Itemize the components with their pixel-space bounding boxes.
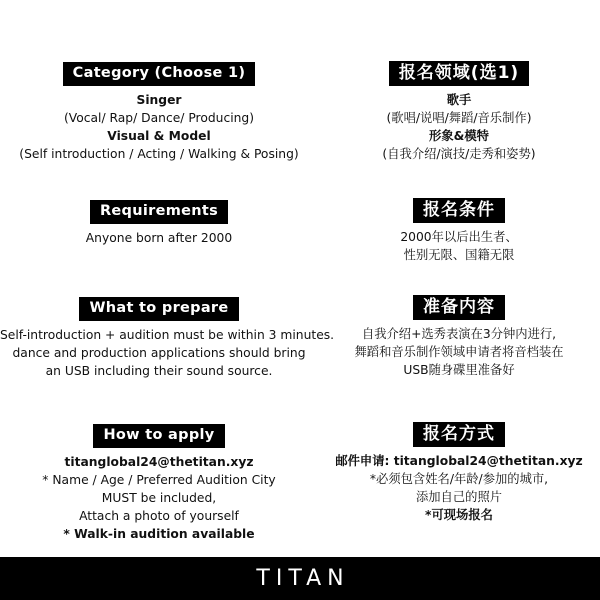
category-cn-line-4: (自我介绍/演技/走秀和姿势) (382, 147, 536, 162)
category-line-4: (Self introduction / Acting / Walking & Posing) (19, 147, 299, 162)
apply-cn-email[interactable]: 邮件申请: titanglobal24@thetitan.xyz (335, 454, 583, 469)
prepare-cn-line-1: 自我介绍+选秀表演在3分钟内进行, (361, 327, 557, 342)
prepare-cn-line-3: USB随身碟里准备好 (403, 363, 515, 378)
category-line-2: (Vocal/ Rap/ Dance/ Producing) (63, 111, 255, 126)
category-label: Category (Choose 1) (63, 62, 256, 86)
prepare-line-2: dance and production applications should bring (12, 346, 306, 361)
category-line-1: Singer (136, 93, 182, 108)
prepare-line-3: an USB including their sound source. (45, 364, 273, 379)
apply-cn-line-4: *可现场报名 (425, 508, 493, 523)
category-cn-line-2: (歌唱/说唱/舞蹈/音乐制作) (386, 111, 532, 126)
requirements-cn-label: 报名条件 (413, 198, 505, 223)
requirements-section (0, 200, 318, 247)
requirements-label: Requirements (90, 200, 228, 224)
prepare-section (0, 297, 335, 380)
brand-logo: TITAN (256, 566, 350, 591)
requirements-cn-section (318, 198, 600, 264)
category-cn-line-3: 形象&模特 (429, 129, 489, 144)
prepare-cn-section (318, 295, 600, 379)
prepare-cn-label: 准备内容 (413, 295, 505, 320)
footer-bar (0, 557, 600, 600)
prepare-line-1: Self-introduction + audition must be within 3 minutes. (0, 328, 335, 343)
apply-cn-label: 报名方式 (413, 422, 505, 447)
apply-line-2: * Name / Age / Preferred Audition City (42, 473, 276, 488)
apply-cn-line-2: *必须包含姓名/年龄/参加的城市, (369, 472, 549, 487)
apply-section (0, 424, 318, 543)
apply-cn-section (318, 422, 600, 524)
prepare-cn-line-2: 舞蹈和音乐制作领域申请者将音档装在 (354, 345, 564, 360)
category-cn-line-1: 歌手 (446, 93, 472, 108)
requirements-line-1: Anyone born after 2000 (85, 231, 233, 246)
category-cn-section (318, 61, 600, 163)
apply-line-3: MUST be included, (101, 491, 217, 506)
category-section (0, 62, 318, 163)
apply-line-5: * Walk-in audition available (63, 527, 255, 542)
apply-label: How to apply (93, 424, 224, 448)
apply-line-4: Attach a photo of yourself (79, 509, 239, 524)
requirements-cn-line-1: 2000年以后出生者、 (400, 230, 518, 245)
apply-cn-line-3: 添加自己的照片 (415, 490, 503, 505)
category-line-3: Visual & Model (107, 129, 211, 144)
prepare-label: What to prepare (79, 297, 238, 321)
category-cn-label: 报名领域(选1) (389, 61, 529, 86)
apply-email[interactable]: titanglobal24@thetitan.xyz (64, 455, 254, 470)
requirements-cn-line-2: 性别无限、国籍无限 (403, 248, 515, 263)
